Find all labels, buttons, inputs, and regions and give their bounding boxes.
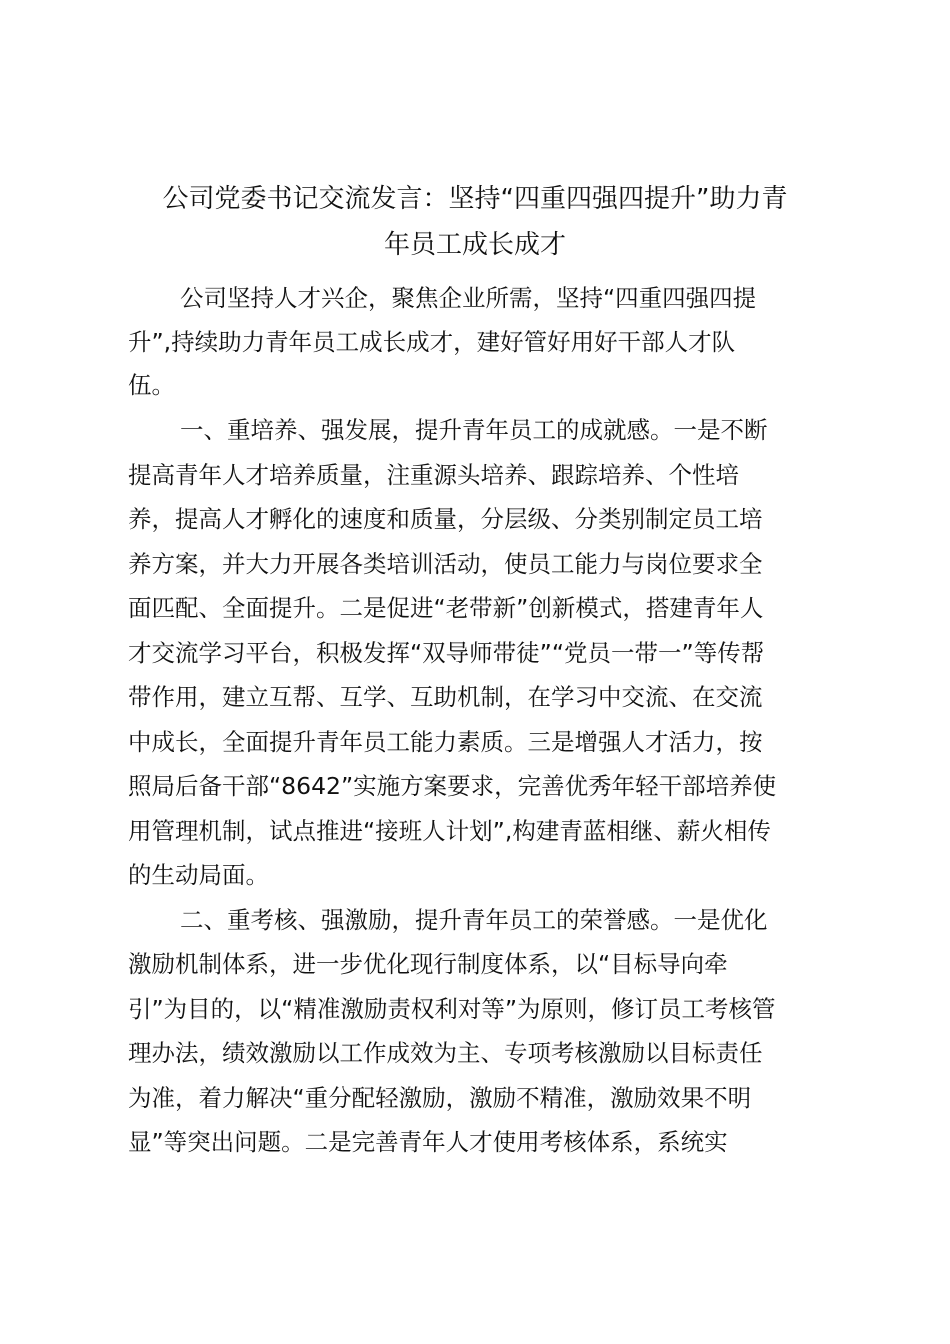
paragraph-line: 升”,持续助力青年员工成长成才，建好管好用好干部人才队 bbox=[128, 328, 736, 356]
section-heading-line: 二、重考核、强激励，提升青年员工的荣誉感。一是优化 bbox=[180, 906, 768, 934]
paragraph-line: 引”为目的，以“精准激励责权利对等”为原则，修订员工考核管 bbox=[128, 995, 776, 1023]
paragraph-line: 养，提高人才孵化的速度和质量，分层级、分类别制定员工培 bbox=[128, 505, 763, 533]
section-heading-line: 一、重培养、强发展，提升青年员工的成就感。一是不断 bbox=[180, 416, 768, 444]
paragraph-line: 理办法，绩效激励以工作成效为主、专项考核激励以目标责任 bbox=[128, 1039, 763, 1067]
paragraph-line: 才交流学习平台，积极发挥“双导师带徒”“党员一带一”等传帮 bbox=[128, 639, 765, 667]
paragraph-line: 公司坚持人才兴企，聚焦企业所需，坚持“四重四强四提 bbox=[180, 284, 757, 312]
paragraph-line: 带作用，建立互帮、互学、互助机制，在学习中交流、在交流 bbox=[128, 683, 763, 711]
paragraph-line: 为准，着力解决“重分配轻激励，激励不精准，激励效果不明 bbox=[128, 1084, 752, 1112]
paragraph-line: 面匹配、全面提升。二是促进“老带新”创新模式，搭建青年人 bbox=[128, 594, 764, 622]
title-line-1: 公司党委书记交流发言：坚持“四重四强四提升”助力青 bbox=[162, 184, 788, 214]
paragraph-line: 用管理机制，试点推进“接班人计划”,构建青蓝相继、薪火相传 bbox=[128, 817, 771, 845]
paragraph-line: 伍。 bbox=[128, 371, 175, 399]
document-title bbox=[110, 176, 840, 268]
paragraph-line: 的生动局面。 bbox=[128, 861, 269, 889]
paragraph-line: 提高青年人才培养质量，注重源头培养、跟踪培养、个性培 bbox=[128, 461, 739, 489]
paragraph-line: 中成长，全面提升青年员工能力素质。三是增强人才活力，按 bbox=[128, 728, 763, 756]
paragraph-line: 照局后备干部“8642”实施方案要求，完善优秀年轻干部培养使 bbox=[128, 772, 777, 800]
paragraph-line: 养方案，并大力开展各类培训活动，使员工能力与岗位要求全 bbox=[128, 550, 763, 578]
title-line-2: 年员工成长成才 bbox=[383, 230, 566, 260]
paragraph-line: 激励机制体系，进一步优化现行制度体系，以“目标导向牵 bbox=[128, 950, 728, 978]
paragraph-line: 显”等突出问题。二是完善青年人才使用考核体系，系统实 bbox=[128, 1128, 728, 1156]
